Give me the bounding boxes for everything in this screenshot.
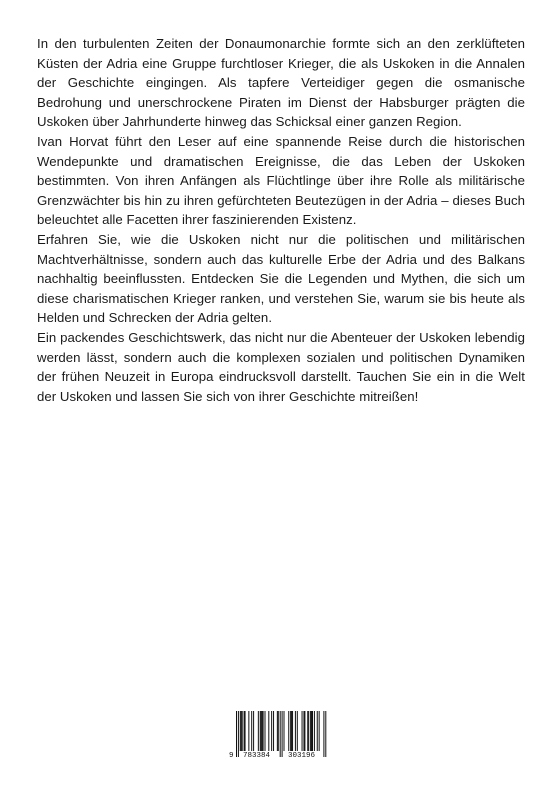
barcode-bar: [311, 711, 312, 751]
barcode-bar: [297, 711, 298, 751]
barcode-bar: [292, 711, 293, 751]
barcode-bar: [262, 711, 263, 751]
barcode-bar: [258, 711, 259, 751]
barcode-bar: [265, 711, 266, 751]
barcode-bar: [303, 711, 304, 751]
barcode-bar: [248, 711, 249, 751]
barcode-bar: [307, 711, 308, 751]
barcode-bar: [261, 711, 262, 751]
barcode-bar: [314, 711, 315, 751]
back-cover-blurb: [37, 34, 525, 406]
barcode-bar: [268, 711, 269, 751]
barcode-bar: [277, 711, 278, 751]
barcode-digit-first: 9: [229, 752, 234, 760]
barcode-bar: [295, 711, 296, 751]
barcode-bar: [253, 711, 254, 751]
blurb-paragraph-1: In den turbulenten Zeiten der Donaumonarchie formte sich an den zerklüfteten Küsten der Adria eine Gruppe furchtloser Krieger, die als Uskoken in die Annalen der Geschichte eingingen. Als tapfere Verteidiger gegen die osmanische Bedrohung und unerschrockene Piraten im Dienst der Habsburger prägten die Uskoken über Jahrhunderte hinweg das Schicksal einer ganzen Region.: [37, 36, 525, 130]
barcode-bar: [245, 711, 246, 751]
barcode-bar: [284, 711, 285, 751]
barcode-bar: [244, 711, 245, 751]
barcode-digits-left: 783384: [243, 752, 271, 760]
barcode-bar: [263, 711, 264, 751]
barcode-bar: [288, 711, 289, 751]
barcode-bar: [312, 711, 313, 751]
barcode-bar: [240, 711, 241, 751]
barcode-bar: [278, 711, 279, 751]
isbn-barcode: [228, 711, 330, 763]
barcode-bar: [271, 711, 272, 751]
barcode-bar: [304, 711, 305, 751]
barcode-bar: [260, 711, 261, 751]
barcode-digits: [228, 751, 330, 762]
barcode-bar: [302, 711, 303, 751]
blurb-paragraph-4: Ein packendes Geschichtswerk, das nicht nur die Abenteuer der Uskoken lebendig werden lässt, sondern auch die komplexen sozialen und politischen Dynamiken der frühen Neuzeit in Europa eindrucksvoll darstellt. Tauchen Sie ein in die Welt der Uskoken und lassen Sie sich von ihrer Geschichte mitreißen!: [37, 329, 525, 404]
blurb-paragraph-2: Ivan Horvat führt den Leser auf eine spannende Reise durch die historischen Wendepunkte und dramatischen Ereignisse, die das Leben der Uskoken bestimmten. Von ihren Anfängen als Flüchtlinge über ihre Rolle als militärische Grenzwächter bis hin zu ihren gefürchteten Beutezügen in der Adria – dieses Buch beleuchtet alle Facetten ihrer faszinierenden Existenz.: [37, 133, 525, 228]
barcode-digits-right: 303196: [288, 752, 316, 760]
barcode-bar: [291, 711, 292, 751]
barcode-bar: [290, 711, 291, 751]
blurb-paragraph-3: Erfahren Sie, wie die Uskoken nicht nur die politischen und militärischen Machtverhältnisse, sondern auch das kulturelle Erbe der Adria und des Balkans nachhaltig beeinflussten. Entdecken Sie die Legenden und Mythen, die sich um diese charismatischen Krieger ranken, und verstehen Sie, warum sie bis heute als Helden und Schrecken der Adria gelten.: [37, 231, 525, 326]
barcode-bar: [242, 711, 243, 751]
barcode-bar: [310, 711, 311, 751]
barcode-bar: [241, 711, 242, 751]
barcode-bar: [273, 711, 274, 751]
barcode-bar: [251, 711, 252, 751]
barcode-bar: [308, 711, 309, 751]
barcode-bar: [317, 711, 318, 751]
barcode-bar: [319, 711, 320, 751]
